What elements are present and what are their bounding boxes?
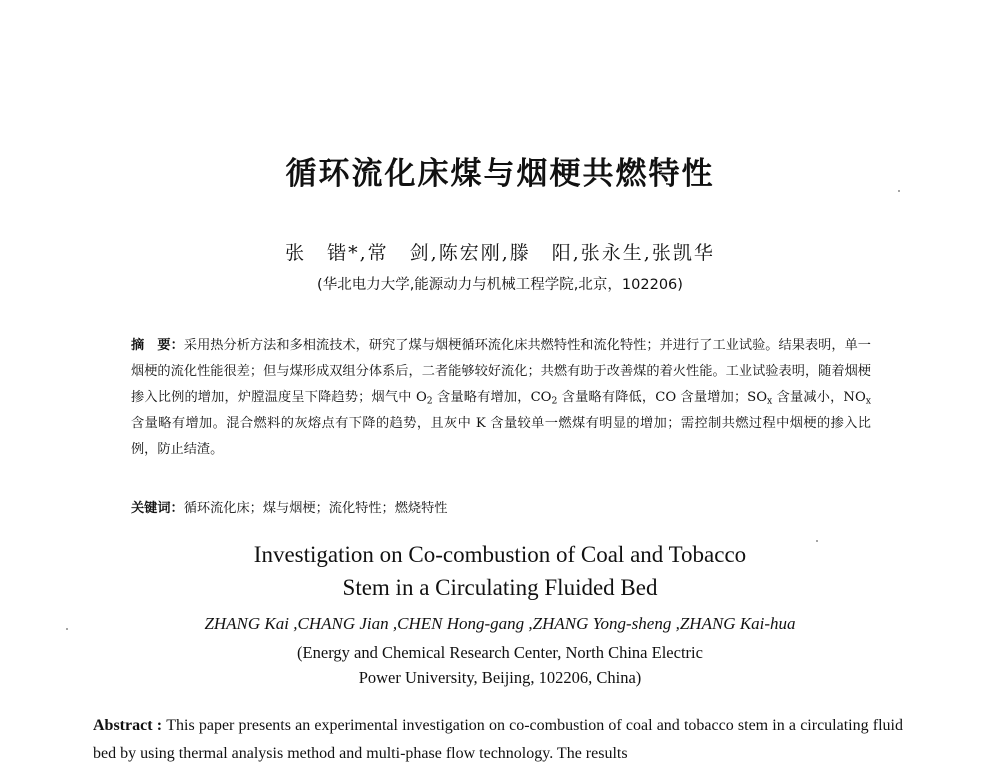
chinese-keywords — [131, 497, 871, 516]
chinese-abstract-text-3: 含量略有降低，CO 含量增加；SO — [557, 390, 768, 405]
chinese-abstract-text-2: 含量略有增加，CO — [432, 390, 552, 405]
co2-subscript: 2 — [551, 395, 558, 407]
nox-subscript: x — [865, 395, 871, 407]
chinese-title: 循环流化床煤与烟梗共燃特性 — [285, 156, 715, 192]
chinese-keywords-text: 循环流化床；煤与烟梗；流化特性；燃烧特性 — [183, 501, 448, 516]
scan-speck — [816, 540, 818, 542]
chinese-affiliation: (华北电力大学,能源动力与机械工程学院,北京，102206) — [317, 277, 683, 293]
english-title-line-2: Stem in a Circulating Fluided Bed — [342, 575, 658, 600]
chinese-abstract-text-5: 含量略有增加。混合燃料的灰熔点有下降的趋势，且灰中 K 含量较单一燃煤有明显的增加；需控制共燃过程中烟梗的掺入比例，防止结渣。 — [131, 416, 871, 457]
chinese-authors: 张 锴*,常 剑,陈宏刚,滕 阳,张永生,张凯华 — [285, 242, 715, 264]
english-affiliation-line-1: (Energy and Chemical Research Center, North China Electric — [297, 643, 703, 662]
chinese-keywords-label: 关键词： — [131, 501, 184, 516]
chinese-abstract — [131, 333, 871, 463]
sox-subscript: x — [767, 395, 773, 407]
english-authors: ZHANG Kai ,CHANG Jian ,CHEN Hong-gang ,ZHANG Yong-sheng ,ZHANG Kai-hua — [204, 614, 796, 633]
scan-speck — [898, 190, 900, 192]
scan-speck — [66, 628, 68, 630]
english-abstract — [93, 712, 903, 768]
chinese-abstract-text-4: 含量减小，NO — [772, 390, 866, 405]
chinese-abstract-label: 摘 要： — [131, 338, 184, 353]
english-abstract-text: This paper presents an experimental investigation on co-combustion of coal and tobacco stem in a circulating fluid bed by using thermal analysis method and multi-phase flow technology. The results — [93, 717, 903, 762]
english-affiliation-line-2: Power University, Beijing, 102206, China) — [358, 668, 642, 687]
chinese-abstract-text-1: 采用热分析方法和多相流技术，研究了煤与烟梗循环流化床共燃特性和流化特性；并进行了工业试验。结果表明，单一烟梗的流化性能很差；但与煤形成双组分体系后，二者能够较好流化；共燃有助于改善煤的着火性能。工业试验表明，随着烟梗掺入比例的增加，炉膛温度呈下降趋势；烟气中 O — [131, 338, 871, 405]
english-title-line-1: Investigation on Co-combustion of Coal and Tobacco — [253, 542, 747, 567]
english-abstract-label: Abstract : — [93, 717, 167, 734]
o2-subscript: 2 — [426, 395, 433, 407]
